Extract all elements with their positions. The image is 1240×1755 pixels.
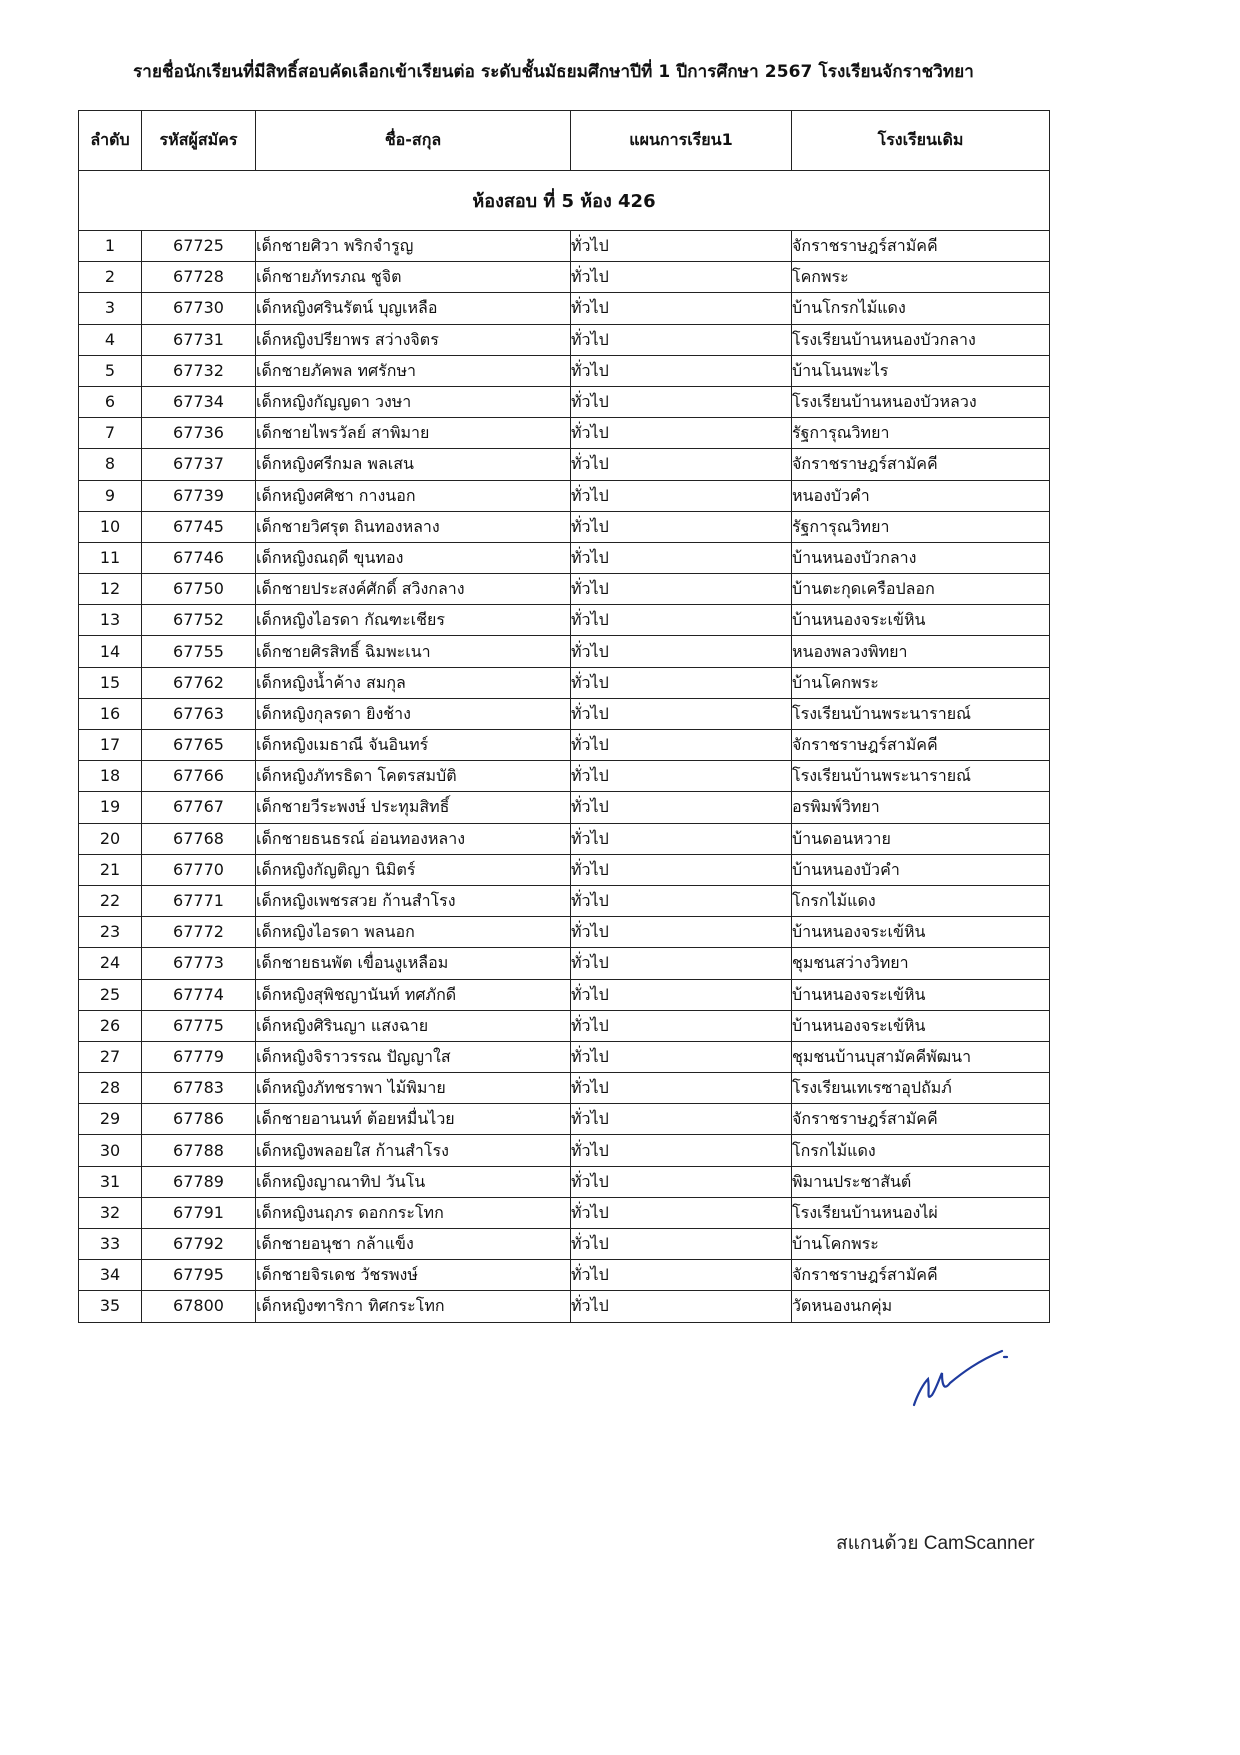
cell-name: เด็กหญิงกุลรดา ยิงช้าง — [256, 698, 571, 729]
cell-previous-school: บ้านโนนพะไร — [792, 355, 1050, 386]
table-row — [79, 1229, 1050, 1260]
cell-name: เด็กหญิงภัทรธิดา โคตรสมบัติ — [256, 761, 571, 792]
cell-study-plan: ทั่วไป — [571, 979, 792, 1010]
cell-previous-school: ชุมชนสว่างวิทยา — [792, 948, 1050, 979]
cell-name: เด็กหญิงศรินรัตน์ บุญเหลือ — [256, 293, 571, 324]
table-row — [79, 542, 1050, 573]
cell-previous-school: จักราชราษฎร์สามัคคี — [792, 1260, 1050, 1291]
table-row — [79, 605, 1050, 636]
table-row — [79, 730, 1050, 761]
cell-no: 27 — [79, 1041, 142, 1072]
cell-applicant-id: 67773 — [142, 948, 256, 979]
cell-name: เด็กหญิงน้ำค้าง สมกุล — [256, 667, 571, 698]
cell-applicant-id: 67791 — [142, 1197, 256, 1228]
cell-name: เด็กหญิงเพชรสวย ก้านสำโรง — [256, 885, 571, 916]
cell-study-plan: ทั่วไป — [571, 355, 792, 386]
cell-name: เด็กหญิงศิรินญา แสงฉาย — [256, 1010, 571, 1041]
cell-study-plan: ทั่วไป — [571, 231, 792, 262]
cell-previous-school: โคกพระ — [792, 262, 1050, 293]
cell-study-plan: ทั่วไป — [571, 262, 792, 293]
cell-previous-school: บ้านหนองจระเข้หิน — [792, 979, 1050, 1010]
cell-name: เด็กชายธนพัต เขื่อนงูเหลือม — [256, 948, 571, 979]
cell-no: 30 — [79, 1135, 142, 1166]
cell-study-plan: ทั่วไป — [571, 293, 792, 324]
cell-name: เด็กหญิงณฤดี ขุนทอง — [256, 542, 571, 573]
cell-no: 24 — [79, 948, 142, 979]
cell-applicant-id: 67786 — [142, 1104, 256, 1135]
cell-previous-school: โรงเรียนเทเรซาอุปถัมภ์ — [792, 1073, 1050, 1104]
exam-room-row — [79, 171, 1050, 231]
header-name: ชื่อ-สกุล — [256, 111, 571, 171]
table-row — [79, 511, 1050, 542]
cell-applicant-id: 67736 — [142, 418, 256, 449]
cell-study-plan: ทั่วไป — [571, 574, 792, 605]
cell-study-plan: ทั่วไป — [571, 854, 792, 885]
cell-previous-school: โรงเรียนบ้านหนองไผ่ — [792, 1197, 1050, 1228]
cell-no: 34 — [79, 1260, 142, 1291]
cell-no: 2 — [79, 262, 142, 293]
cell-no: 14 — [79, 636, 142, 667]
table-row — [79, 574, 1050, 605]
cell-previous-school: พิมานประชาสันต์ — [792, 1166, 1050, 1197]
table-row — [79, 948, 1050, 979]
cell-study-plan: ทั่วไป — [571, 948, 792, 979]
camscanner-watermark: สแกนด้วย CamScanner — [836, 1533, 1035, 1554]
cell-previous-school: บ้านหนองจระเข้หิน — [792, 605, 1050, 636]
cell-study-plan: ทั่วไป — [571, 418, 792, 449]
cell-study-plan: ทั่วไป — [571, 324, 792, 355]
cell-no: 19 — [79, 792, 142, 823]
cell-applicant-id: 67768 — [142, 823, 256, 854]
cell-no: 31 — [79, 1166, 142, 1197]
table-row — [79, 418, 1050, 449]
document-title: รายชื่อนักเรียนที่มีสิทธิ์สอบคัดเลือกเข้าเรียนต่อ ระดับชั้นมัธยมศึกษาปีที่ 1 ปีการศึกษา 2567 โรงเรียนจักราชวิทยา — [133, 62, 974, 82]
table-row — [79, 885, 1050, 916]
cell-study-plan: ทั่วไป — [571, 1135, 792, 1166]
cell-previous-school: โรงเรียนบ้านหนองบัวหลวง — [792, 386, 1050, 417]
cell-name: เด็กหญิงเมธาณี จันอินทร์ — [256, 730, 571, 761]
cell-previous-school: โรงเรียนบ้านหนองบัวกลาง — [792, 324, 1050, 355]
cell-no: 10 — [79, 511, 142, 542]
cell-name: เด็กหญิงปรียาพร สว่างจิตร — [256, 324, 571, 355]
cell-study-plan: ทั่วไป — [571, 698, 792, 729]
cell-study-plan: ทั่วไป — [571, 730, 792, 761]
cell-name: เด็กหญิงกัญติญา นิมิตร์ — [256, 854, 571, 885]
cell-name: เด็กหญิงนฤภร ดอกกระโทก — [256, 1197, 571, 1228]
exam-room-label: ห้องสอบ ที่ 5 ห้อง 426 — [79, 171, 1050, 231]
cell-previous-school: โกรกไม้แดง — [792, 885, 1050, 916]
cell-applicant-id: 67766 — [142, 761, 256, 792]
cell-no: 15 — [79, 667, 142, 698]
cell-no: 21 — [79, 854, 142, 885]
cell-applicant-id: 67739 — [142, 480, 256, 511]
table-row — [79, 667, 1050, 698]
cell-no: 22 — [79, 885, 142, 916]
cell-no: 20 — [79, 823, 142, 854]
cell-no: 26 — [79, 1010, 142, 1041]
cell-name: เด็กหญิงพลอยใส ก้านสำโรง — [256, 1135, 571, 1166]
cell-previous-school: บ้านโกรกไม้แดง — [792, 293, 1050, 324]
cell-previous-school: บ้านตะกุดเครือปลอก — [792, 574, 1050, 605]
cell-applicant-id: 67731 — [142, 324, 256, 355]
cell-name: เด็กชายวิศรุต ถินทองหลาง — [256, 511, 571, 542]
cell-no: 33 — [79, 1229, 142, 1260]
cell-study-plan: ทั่วไป — [571, 542, 792, 573]
cell-study-plan: ทั่วไป — [571, 480, 792, 511]
signature — [906, 1343, 1016, 1423]
table-row — [79, 1291, 1050, 1322]
cell-name: เด็กหญิงฑาริกา ทิศกระโทก — [256, 1291, 571, 1322]
header-study-plan: แผนการเรียน1 — [571, 111, 792, 171]
table-row — [79, 449, 1050, 480]
table-row — [79, 1073, 1050, 1104]
cell-previous-school: หนองบัวคำ — [792, 480, 1050, 511]
cell-previous-school: บ้านโคกพระ — [792, 667, 1050, 698]
cell-previous-school: อรพิมพ์วิทยา — [792, 792, 1050, 823]
table-row — [79, 636, 1050, 667]
cell-previous-school: โรงเรียนบ้านพระนารายณ์ — [792, 698, 1050, 729]
cell-name: เด็กหญิงญาณาทิป วันโน — [256, 1166, 571, 1197]
cell-no: 1 — [79, 231, 142, 262]
header-applicant-id: รหัสผู้สมัคร — [142, 111, 256, 171]
cell-name: เด็กชายอนุชา กล้าแข็ง — [256, 1229, 571, 1260]
cell-previous-school: หนองพลวงพิทยา — [792, 636, 1050, 667]
table-row — [79, 698, 1050, 729]
table-row — [79, 979, 1050, 1010]
cell-applicant-id: 67734 — [142, 386, 256, 417]
cell-study-plan: ทั่วไป — [571, 1104, 792, 1135]
cell-previous-school: รัฐการุณวิทยา — [792, 511, 1050, 542]
table-row — [79, 1104, 1050, 1135]
cell-previous-school: โรงเรียนบ้านพระนารายณ์ — [792, 761, 1050, 792]
cell-applicant-id: 67772 — [142, 917, 256, 948]
cell-name: เด็กชายไพรวัลย์ สาพิมาย — [256, 418, 571, 449]
cell-no: 18 — [79, 761, 142, 792]
table-row — [79, 324, 1050, 355]
table-row — [79, 1260, 1050, 1291]
cell-previous-school: บ้านหนองบัวกลาง — [792, 542, 1050, 573]
cell-no: 4 — [79, 324, 142, 355]
table-row — [79, 792, 1050, 823]
cell-no: 32 — [79, 1197, 142, 1228]
cell-name: เด็กชายภัคพล ทศรักษา — [256, 355, 571, 386]
cell-name: เด็กหญิงจิราวรรณ ปัญญาใส — [256, 1041, 571, 1072]
cell-name: เด็กหญิงศศิชา กางนอก — [256, 480, 571, 511]
cell-no: 13 — [79, 605, 142, 636]
cell-name: เด็กชายจิรเดช วัชรพงษ์ — [256, 1260, 571, 1291]
cell-previous-school: บ้านดอนหวาย — [792, 823, 1050, 854]
cell-name: เด็กชายประสงค์ศักดิ์ สวิงกลาง — [256, 574, 571, 605]
cell-study-plan: ทั่วไป — [571, 792, 792, 823]
cell-applicant-id: 67789 — [142, 1166, 256, 1197]
cell-study-plan: ทั่วไป — [571, 885, 792, 916]
cell-applicant-id: 67792 — [142, 1229, 256, 1260]
cell-no: 25 — [79, 979, 142, 1010]
header-previous-school: โรงเรียนเดิม — [792, 111, 1050, 171]
table-row — [79, 917, 1050, 948]
cell-previous-school: บ้านโคกพระ — [792, 1229, 1050, 1260]
cell-study-plan: ทั่วไป — [571, 386, 792, 417]
cell-study-plan: ทั่วไป — [571, 761, 792, 792]
cell-name: เด็กหญิงไอรดา กัณฑะเชียร — [256, 605, 571, 636]
cell-previous-school: บ้านหนองบัวคำ — [792, 854, 1050, 885]
table-row — [79, 1135, 1050, 1166]
cell-applicant-id: 67779 — [142, 1041, 256, 1072]
cell-applicant-id: 67725 — [142, 231, 256, 262]
cell-name: เด็กชายอานนท์ ต้อยหมื่นไวย — [256, 1104, 571, 1135]
cell-no: 11 — [79, 542, 142, 573]
cell-study-plan: ทั่วไป — [571, 823, 792, 854]
cell-no: 16 — [79, 698, 142, 729]
cell-study-plan: ทั่วไป — [571, 667, 792, 698]
cell-applicant-id: 67745 — [142, 511, 256, 542]
cell-no: 29 — [79, 1104, 142, 1135]
cell-name: เด็กหญิงสุพิชญานันท์ ทศภักดี — [256, 979, 571, 1010]
cell-applicant-id: 67763 — [142, 698, 256, 729]
table-row — [79, 355, 1050, 386]
table-row — [79, 761, 1050, 792]
cell-no: 28 — [79, 1073, 142, 1104]
cell-applicant-id: 67774 — [142, 979, 256, 1010]
cell-study-plan: ทั่วไป — [571, 511, 792, 542]
cell-study-plan: ทั่วไป — [571, 1197, 792, 1228]
cell-applicant-id: 67730 — [142, 293, 256, 324]
student-roster-table — [78, 110, 1050, 1323]
table-row — [79, 1041, 1050, 1072]
cell-previous-school: รัฐการุณวิทยา — [792, 418, 1050, 449]
cell-applicant-id: 67752 — [142, 605, 256, 636]
cell-previous-school: ชุมชนบ้านบุสามัคคีพัฒนา — [792, 1041, 1050, 1072]
cell-study-plan: ทั่วไป — [571, 636, 792, 667]
cell-applicant-id: 67788 — [142, 1135, 256, 1166]
cell-applicant-id: 67762 — [142, 667, 256, 698]
cell-no: 23 — [79, 917, 142, 948]
cell-name: เด็กหญิงไอรดา พลนอก — [256, 917, 571, 948]
cell-no: 7 — [79, 418, 142, 449]
cell-name: เด็กชายภัทรภณ ชูจิต — [256, 262, 571, 293]
cell-applicant-id: 67755 — [142, 636, 256, 667]
cell-applicant-id: 67795 — [142, 1260, 256, 1291]
cell-study-plan: ทั่วไป — [571, 449, 792, 480]
cell-name: เด็กหญิงภัทชราพา ไม้พิมาย — [256, 1073, 571, 1104]
table-row — [79, 293, 1050, 324]
cell-applicant-id: 67746 — [142, 542, 256, 573]
cell-study-plan: ทั่วไป — [571, 917, 792, 948]
cell-name: เด็กชายศิรสิทธิ์ ฉิมพะเนา — [256, 636, 571, 667]
cell-name: เด็กหญิงกัญญดา วงษา — [256, 386, 571, 417]
cell-applicant-id: 67771 — [142, 885, 256, 916]
table-row — [79, 231, 1050, 262]
cell-applicant-id: 67737 — [142, 449, 256, 480]
cell-no: 3 — [79, 293, 142, 324]
cell-name: เด็กชายธนธรณ์ อ่อนทองหลาง — [256, 823, 571, 854]
cell-no: 9 — [79, 480, 142, 511]
cell-applicant-id: 67728 — [142, 262, 256, 293]
cell-study-plan: ทั่วไป — [571, 1166, 792, 1197]
cell-no: 35 — [79, 1291, 142, 1322]
cell-name: เด็กชายศิวา พริกจำรูญ — [256, 231, 571, 262]
table-row — [79, 823, 1050, 854]
cell-study-plan: ทั่วไป — [571, 1010, 792, 1041]
cell-applicant-id: 67775 — [142, 1010, 256, 1041]
cell-no: 17 — [79, 730, 142, 761]
cell-previous-school: บ้านหนองจระเข้หิน — [792, 917, 1050, 948]
cell-previous-school: จักราชราษฎร์สามัคคี — [792, 1104, 1050, 1135]
cell-no: 5 — [79, 355, 142, 386]
cell-applicant-id: 67732 — [142, 355, 256, 386]
cell-study-plan: ทั่วไป — [571, 1041, 792, 1072]
cell-no: 12 — [79, 574, 142, 605]
table-row — [79, 262, 1050, 293]
cell-previous-school: บ้านหนองจระเข้หิน — [792, 1010, 1050, 1041]
cell-study-plan: ทั่วไป — [571, 1229, 792, 1260]
cell-applicant-id: 67750 — [142, 574, 256, 605]
table-row — [79, 1197, 1050, 1228]
cell-name: เด็กชายวีระพงษ์ ประทุมสิทธิ์ — [256, 792, 571, 823]
table-row — [79, 854, 1050, 885]
cell-name: เด็กหญิงศรีกมล พลเสน — [256, 449, 571, 480]
cell-study-plan: ทั่วไป — [571, 1073, 792, 1104]
table-row — [79, 1010, 1050, 1041]
cell-study-plan: ทั่วไป — [571, 1260, 792, 1291]
table-row — [79, 1166, 1050, 1197]
cell-applicant-id: 67783 — [142, 1073, 256, 1104]
cell-previous-school: โกรกไม้แดง — [792, 1135, 1050, 1166]
cell-previous-school: วัดหนองนกคุ่ม — [792, 1291, 1050, 1322]
cell-previous-school: จักราชราษฎร์สามัคคี — [792, 231, 1050, 262]
header-no: ลำดับ — [79, 111, 142, 171]
cell-study-plan: ทั่วไป — [571, 1291, 792, 1322]
cell-applicant-id: 67800 — [142, 1291, 256, 1322]
cell-applicant-id: 67765 — [142, 730, 256, 761]
table-header-row — [79, 111, 1050, 171]
cell-previous-school: จักราชราษฎร์สามัคคี — [792, 730, 1050, 761]
cell-no: 6 — [79, 386, 142, 417]
cell-study-plan: ทั่วไป — [571, 605, 792, 636]
cell-applicant-id: 67767 — [142, 792, 256, 823]
cell-previous-school: จักราชราษฎร์สามัคคี — [792, 449, 1050, 480]
table-row — [79, 386, 1050, 417]
cell-applicant-id: 67770 — [142, 854, 256, 885]
table-row — [79, 480, 1050, 511]
cell-no: 8 — [79, 449, 142, 480]
